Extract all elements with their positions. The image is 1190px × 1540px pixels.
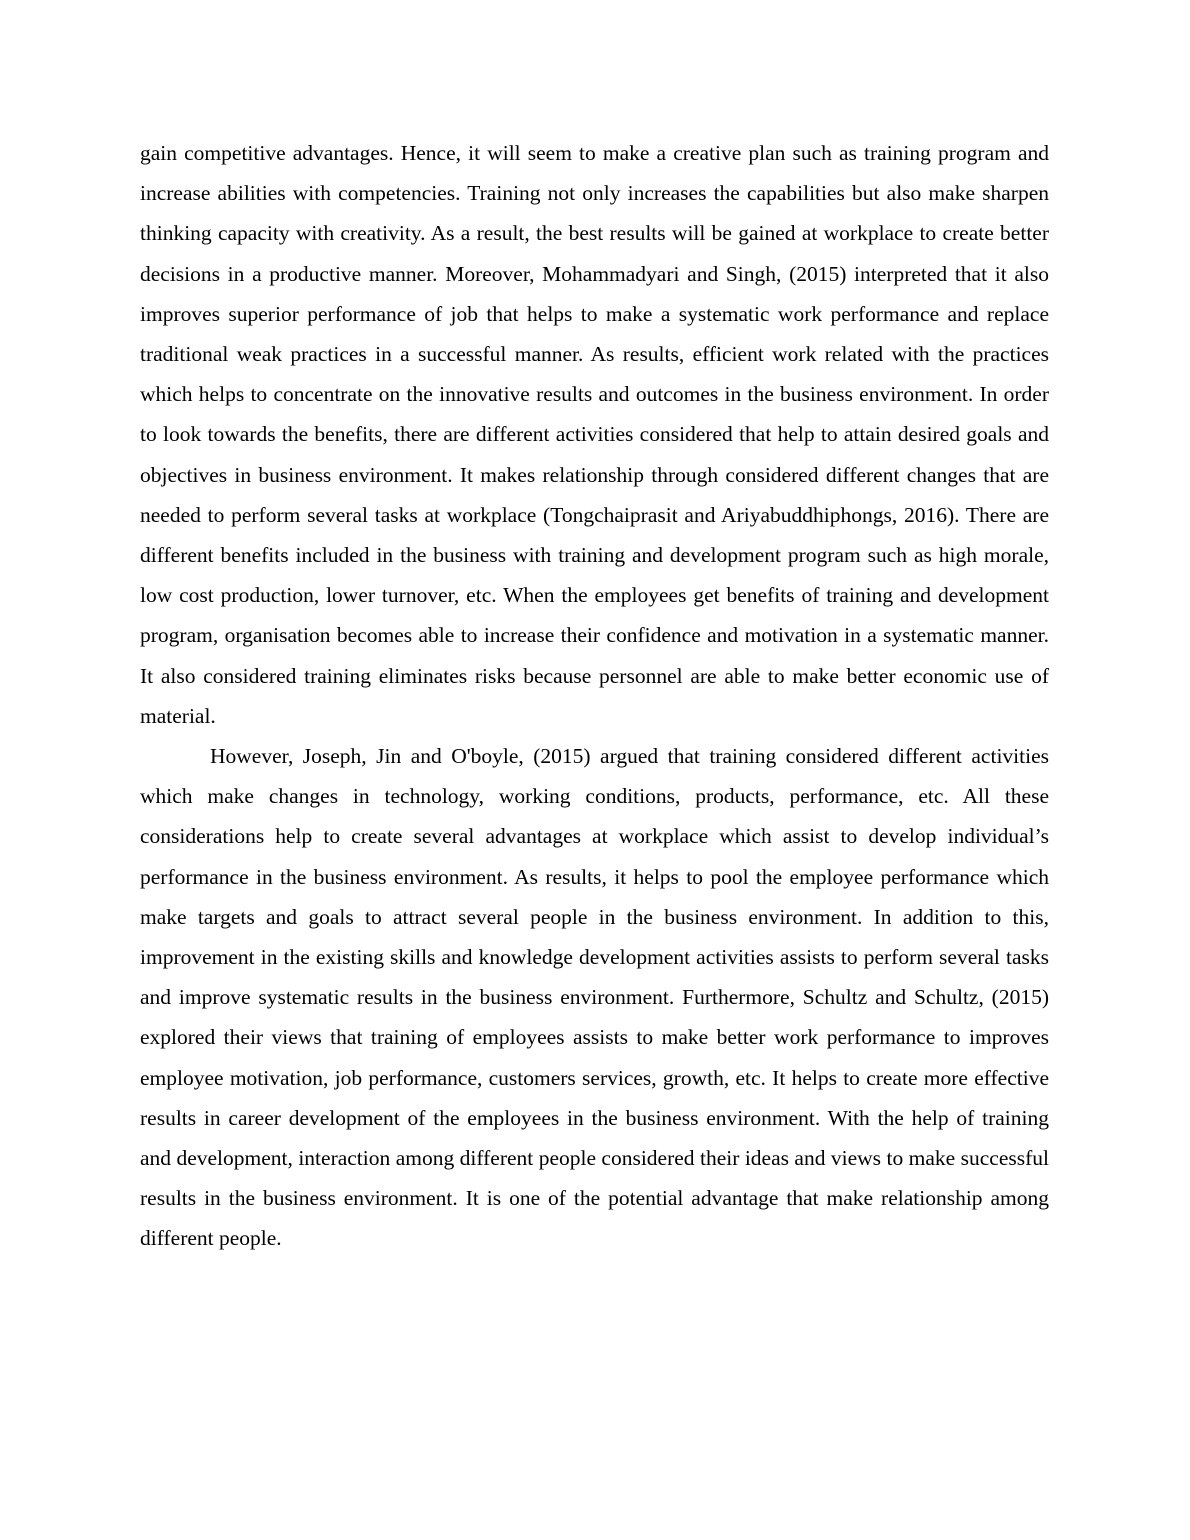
paragraph-2: However, Joseph, Jin and O'boyle, (2015) argued that training considered different activities which make changes in technology, working conditions, products, performance, etc. All these considerations help to create several advantages at workplace which assist to develop individual’s performance in the business environment. As results, it helps to pool the employee performance which make targets and goals to attract several people in the business environment. In addition to this, improvement in the existing skills and knowledge development activities assists to perform several tasks and improve systematic results in the business environment. Furthermore, Schultz and Schultz, (2015) explored their views that training of employees assists to make better work performance to improves employee motivation, job performance, customers services, growth, etc. It helps to create more effective results in career development of the employees in the business environment. With the help of training and development, interaction among different people considered their ideas and views to make successful results in the business environment. It is one of the potential advantage that make relationship among different people. — [140, 744, 1049, 1251]
body-text — [140, 133, 1049, 1259]
paragraph-1: gain competitive advantages. Hence, it will seem to make a creative plan such as training program and increase abilities with competencies. Training not only increases the capabilities but also make sharpen thinking capacity with creativity. As a result, the best results will be gained at workplace to create better decisions in a productive manner. Moreover, Mohammadyari and Singh, (2015) interpreted that it also improves superior performance of job that helps to make a systematic work performance and replace traditional weak practices in a successful manner. As results, efficient work related with the practices which helps to concentrate on the innovative results and outcomes in the business environment. In order to look towards the benefits, there are different activities considered that help to attain desired goals and objectives in business environment. It makes relationship through considered different changes that are needed to perform several tasks at workplace (Tongchaiprasit and Ariyabuddhiphongs, 2016). There are different benefits included in the business with training and development program such as high morale, low cost production, lower turnover, etc. When the employees get benefits of training and development program, organisation becomes able to increase their confidence and motivation in a systematic manner. It also considered training eliminates risks because personnel are able to make better economic use of material. — [140, 141, 1049, 728]
